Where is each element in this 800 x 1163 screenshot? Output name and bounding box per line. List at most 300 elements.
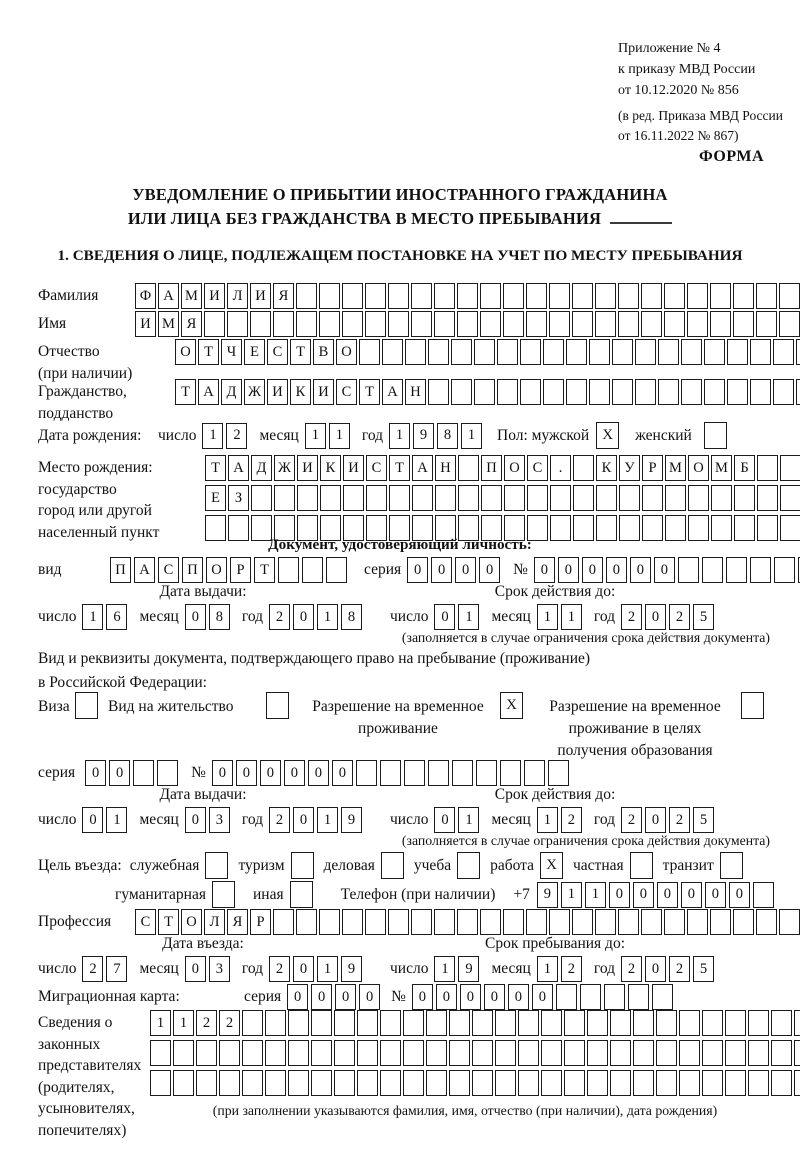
- cell: [550, 485, 571, 511]
- cell: Д: [221, 379, 242, 405]
- cell: С: [158, 557, 179, 583]
- issue-date-row: [38, 604, 365, 630]
- cell: [687, 283, 708, 309]
- cell: 2: [621, 807, 642, 833]
- cell: [357, 1010, 378, 1036]
- citizenship-row: [38, 379, 800, 424]
- cell: 6: [106, 604, 127, 630]
- cell: [773, 339, 794, 365]
- cell: 0: [212, 760, 233, 786]
- cell: [564, 1070, 585, 1096]
- cell: [388, 311, 409, 337]
- cell: 1: [561, 604, 582, 630]
- cell: 0: [431, 557, 452, 583]
- cell: З: [228, 485, 249, 511]
- cell: К: [290, 379, 311, 405]
- cell: [311, 1010, 332, 1036]
- cell: 1: [317, 956, 338, 982]
- cell: [748, 1070, 769, 1096]
- purpose-option-label: учеба: [413, 856, 452, 874]
- cell: 2: [561, 956, 582, 982]
- year-label: год: [593, 608, 616, 625]
- cell: 3: [209, 807, 230, 833]
- cell: [474, 379, 495, 405]
- cell: [219, 1040, 240, 1066]
- birth-place-labels: Место рождения: государство город или другой населенный пункт: [38, 459, 160, 541]
- cell: [452, 760, 473, 786]
- cell: 1: [150, 1010, 171, 1036]
- cell: [380, 1040, 401, 1066]
- cell: К: [596, 455, 617, 481]
- cell: [543, 339, 564, 365]
- cell: [664, 311, 685, 337]
- cell: [664, 909, 685, 935]
- cell: Е: [244, 339, 265, 365]
- cell: [665, 485, 686, 511]
- cell: [725, 1070, 746, 1096]
- annex-line: Приложение № 4: [618, 41, 721, 56]
- cell: А: [412, 455, 433, 481]
- cell: [587, 1070, 608, 1096]
- name-row: [38, 311, 800, 337]
- cell: [288, 1070, 309, 1096]
- birth-day-boxes: [202, 423, 250, 449]
- cell: [319, 283, 340, 309]
- identity-doc-row: [38, 557, 800, 583]
- cell: [380, 1070, 401, 1096]
- month-label: месяц: [139, 608, 179, 625]
- cell: [382, 339, 403, 365]
- expiry-date-heading: Срок действия до:: [494, 786, 616, 803]
- annex-line: от 10.12.2020 № 856: [618, 83, 739, 98]
- cell: 1: [329, 423, 350, 449]
- cell: [520, 339, 541, 365]
- purpose-row2: [38, 881, 777, 908]
- cell: 0: [558, 557, 579, 583]
- stay-month-boxes: [537, 956, 585, 982]
- stay-until-heading: Срок пребывания до:: [485, 935, 625, 952]
- cell: [750, 339, 771, 365]
- cell: [204, 311, 225, 337]
- purpose-option-label: иная: [252, 885, 284, 903]
- migration-number-boxes: [412, 984, 676, 1010]
- cell: [733, 311, 754, 337]
- cell: [297, 485, 318, 511]
- cell: [173, 1070, 194, 1096]
- cell: Т: [290, 339, 311, 365]
- cell: 5: [693, 956, 714, 982]
- cell: 0: [109, 760, 130, 786]
- birth-year-boxes: [389, 423, 485, 449]
- identity-doc-note: (заполняется в случае ограничения срока действия документа): [401, 630, 770, 645]
- cell: С: [267, 339, 288, 365]
- cell: [411, 909, 432, 935]
- cell: [273, 909, 294, 935]
- purpose-option-label: туризм: [238, 856, 285, 874]
- cell: [451, 379, 472, 405]
- cell: Я: [227, 909, 248, 935]
- cell: [458, 455, 479, 481]
- cell: 0: [606, 557, 627, 583]
- cell: [753, 882, 774, 908]
- section1-heading: 1. СВЕДЕНИЯ О ЛИЦЕ, ПОДЛЕЖАЩЕМ ПОСТАНОВКЕ НА УЧЕТ ПО МЕСТУ ПРЕБЫВАНИЯ: [57, 247, 743, 264]
- cell: 2: [621, 956, 642, 982]
- cell: 1: [434, 956, 455, 982]
- cell: [495, 1070, 516, 1096]
- cell: [500, 760, 521, 786]
- series-label: серия: [364, 561, 402, 578]
- cell: 9: [537, 882, 558, 908]
- cell: [474, 339, 495, 365]
- cell: [610, 1010, 631, 1036]
- cell: 0: [582, 557, 603, 583]
- purpose-label: Цель въезда:: [38, 856, 122, 874]
- cell: 1: [202, 423, 223, 449]
- patronymic-note: (при наличии): [38, 364, 133, 382]
- name-label: Имя: [38, 315, 67, 332]
- cell: [457, 909, 478, 935]
- cell: 1: [585, 882, 606, 908]
- surname-boxes: [135, 283, 800, 309]
- cell: М: [158, 311, 179, 337]
- year-label: год: [361, 426, 384, 444]
- day-label: число: [38, 608, 77, 625]
- issue-date-row: [38, 807, 365, 833]
- cell: [710, 909, 731, 935]
- day-label: число: [390, 960, 429, 977]
- cell: И: [297, 455, 318, 481]
- cell: [250, 311, 271, 337]
- cell: [573, 455, 594, 481]
- residence-intro2: в Российской Федерации:: [38, 674, 207, 691]
- cell: Р: [642, 455, 663, 481]
- patronymic-boxes: [175, 339, 800, 365]
- cell: [702, 1040, 723, 1066]
- cell: [296, 283, 317, 309]
- cell: 0: [82, 807, 103, 833]
- cell: [457, 283, 478, 309]
- cell: 8: [437, 423, 458, 449]
- cell: [150, 1040, 171, 1066]
- entry-day-boxes: [82, 956, 130, 982]
- cell: Д: [251, 455, 272, 481]
- cell: 0: [85, 760, 106, 786]
- cell: Т: [158, 909, 179, 935]
- edu-permit-checkbox: [741, 692, 764, 719]
- cell: [389, 485, 410, 511]
- cell: [733, 909, 754, 935]
- cell: [756, 311, 777, 337]
- cell: [641, 283, 662, 309]
- cell: 0: [335, 984, 356, 1010]
- cell: 0: [633, 882, 654, 908]
- residence-number-boxes: [212, 760, 572, 786]
- representatives-label: Сведения о законных представителях (родителях, усыновителях, попечителях): [38, 1014, 142, 1139]
- cell: Е: [205, 485, 226, 511]
- purpose-option-label: работа: [490, 856, 534, 874]
- cell: [526, 311, 547, 337]
- cell: В: [313, 339, 334, 365]
- cell: [610, 1070, 631, 1096]
- cell: [150, 1070, 171, 1096]
- cell: Р: [250, 909, 271, 935]
- cell: [302, 557, 323, 583]
- cell: 1: [537, 956, 558, 982]
- cell: [428, 760, 449, 786]
- cell: 0: [185, 604, 206, 630]
- purpose-option-label: транзит: [662, 856, 714, 874]
- cell: 0: [630, 557, 651, 583]
- representatives-row2: [150, 1040, 800, 1066]
- cell: 2: [269, 807, 290, 833]
- cell: [549, 311, 570, 337]
- cell: [628, 984, 649, 1010]
- cell: У: [619, 455, 640, 481]
- issue-month-boxes: [185, 604, 233, 630]
- month-label: месяц: [139, 811, 179, 828]
- cell: [472, 1040, 493, 1066]
- cell: [702, 1010, 723, 1036]
- cell: [319, 311, 340, 337]
- cell: [480, 283, 501, 309]
- stay-year-boxes: [621, 956, 717, 982]
- entry-year-boxes: [269, 956, 365, 982]
- cell: [497, 339, 518, 365]
- doc-number-boxes: [534, 557, 800, 583]
- cell: [779, 311, 800, 337]
- purpose-tourism-checkbox: [291, 852, 314, 879]
- month-label: месяц: [491, 811, 531, 828]
- cell: [311, 1070, 332, 1096]
- cell: [504, 485, 525, 511]
- cell: Л: [204, 909, 225, 935]
- cell: 1: [458, 807, 479, 833]
- cell: [434, 311, 455, 337]
- day-label: число: [38, 960, 77, 977]
- cell: [566, 339, 587, 365]
- surname-label: Фамилия: [38, 287, 99, 304]
- cell: 2: [621, 604, 642, 630]
- cell: [564, 1010, 585, 1036]
- cell: [633, 1010, 654, 1036]
- cell: [756, 283, 777, 309]
- cell: Ч: [221, 339, 242, 365]
- residence-doc-note: (заполняется в случае ограничения срока действия документа): [401, 833, 770, 848]
- cell: 1: [317, 807, 338, 833]
- cell: [157, 760, 178, 786]
- cell: 3: [209, 956, 230, 982]
- cell: Ж: [244, 379, 265, 405]
- cell: [357, 1040, 378, 1066]
- cell: О: [206, 557, 227, 583]
- cell: 1: [106, 807, 127, 833]
- cell: [481, 485, 502, 511]
- cell: [480, 311, 501, 337]
- cell: [610, 1040, 631, 1066]
- cell: [526, 283, 547, 309]
- cell: [681, 339, 702, 365]
- migration-card-label: Миграционная карта:: [38, 988, 180, 1005]
- cell: О: [175, 339, 196, 365]
- month-label: месяц: [139, 960, 179, 977]
- cell: [633, 1040, 654, 1066]
- cell: [652, 984, 673, 1010]
- cell: [771, 1070, 792, 1096]
- cell: [566, 379, 587, 405]
- migration-card-row: [38, 984, 676, 1010]
- cell: [311, 1040, 332, 1066]
- cell: [604, 984, 625, 1010]
- cell: [796, 339, 800, 365]
- cell: [710, 311, 731, 337]
- cell: [780, 455, 800, 481]
- cell: [365, 283, 386, 309]
- cell: [618, 909, 639, 935]
- female-checkbox: [704, 422, 727, 449]
- expiry-year-boxes: [621, 807, 717, 833]
- cell: [679, 1040, 700, 1066]
- birth-place-block: [38, 455, 800, 545]
- cell: А: [228, 455, 249, 481]
- cell: [548, 760, 569, 786]
- representatives-block: [38, 1010, 800, 1141]
- cell: Я: [181, 311, 202, 337]
- cell: Т: [389, 455, 410, 481]
- cell: 2: [269, 604, 290, 630]
- cell: [595, 909, 616, 935]
- cell: [757, 455, 778, 481]
- cell: [520, 379, 541, 405]
- cell: 1: [458, 604, 479, 630]
- cell: 7: [106, 956, 127, 982]
- cell: П: [110, 557, 131, 583]
- entry-date-heading: Дата въезда:: [162, 935, 244, 952]
- cell: [319, 909, 340, 935]
- expiry-day-boxes: [434, 604, 482, 630]
- cell: [773, 379, 794, 405]
- cell: [727, 339, 748, 365]
- cell: 0: [260, 760, 281, 786]
- cell: [595, 311, 616, 337]
- cell: 1: [537, 604, 558, 630]
- cell: 0: [311, 984, 332, 1010]
- cell: 2: [226, 423, 247, 449]
- cell: [656, 1010, 677, 1036]
- cell: [549, 909, 570, 935]
- cell: 1: [389, 423, 410, 449]
- cell: 0: [705, 882, 726, 908]
- cell: [702, 557, 723, 583]
- patronymic-row: [38, 339, 800, 384]
- purpose-business-checkbox: [205, 852, 228, 879]
- cell: [704, 339, 725, 365]
- issue-day-boxes: [82, 604, 130, 630]
- cell: 0: [236, 760, 257, 786]
- entry-date-row: [38, 956, 365, 982]
- month-label: месяц: [491, 960, 531, 977]
- cell: [774, 557, 795, 583]
- cell: И: [313, 379, 334, 405]
- purpose-commercial-checkbox: [381, 852, 404, 879]
- citizenship-label: Гражданство, подданство: [38, 383, 127, 422]
- number-label: №: [191, 764, 206, 781]
- cell: [503, 283, 524, 309]
- cell: [681, 379, 702, 405]
- cell: [426, 1040, 447, 1066]
- cell: 0: [508, 984, 529, 1010]
- cell: [242, 1010, 263, 1036]
- cell: [342, 283, 363, 309]
- cell: [251, 485, 272, 511]
- cell: М: [665, 455, 686, 481]
- cell: [658, 379, 679, 405]
- visa-label: Виза: [38, 698, 70, 715]
- stay-day-boxes: [434, 956, 482, 982]
- cell: [495, 1010, 516, 1036]
- cell: 0: [185, 807, 206, 833]
- year-label: год: [593, 960, 616, 977]
- edition-line: от 16.11.2022 № 867): [618, 128, 739, 143]
- issue-day-boxes: [82, 807, 130, 833]
- cell: [679, 1070, 700, 1096]
- cell: О: [336, 339, 357, 365]
- form-title-line2: ИЛИ ЛИЦА БЕЗ ГРАЖДАНСТВА В МЕСТО ПРЕБЫВАНИЯ: [0, 207, 800, 231]
- cell: [411, 283, 432, 309]
- cell: [725, 1040, 746, 1066]
- cell: [403, 1040, 424, 1066]
- cell: К: [320, 455, 341, 481]
- cell: [748, 1010, 769, 1036]
- cell: [449, 1040, 470, 1066]
- cell: [589, 339, 610, 365]
- cell: Р: [230, 557, 251, 583]
- cell: [688, 485, 709, 511]
- expiry-date-row: [390, 807, 717, 833]
- cell: 2: [669, 807, 690, 833]
- cell: 0: [407, 557, 428, 583]
- cell: [227, 311, 248, 337]
- migration-series-boxes: [287, 984, 383, 1010]
- cell: 2: [269, 956, 290, 982]
- cell: 0: [293, 604, 314, 630]
- cell: [334, 1010, 355, 1036]
- cell: .: [550, 455, 571, 481]
- cell: [687, 311, 708, 337]
- citizenship-boxes: [175, 379, 800, 405]
- cell: Т: [359, 379, 380, 405]
- identity-doc-heading: Документ, удостоверяющий личность:: [268, 536, 532, 553]
- cell: [428, 379, 449, 405]
- cell: [664, 283, 685, 309]
- cell: [497, 379, 518, 405]
- phone-boxes: [537, 882, 777, 908]
- cell: [771, 1010, 792, 1036]
- annex-header: [618, 38, 783, 146]
- cell: 0: [284, 760, 305, 786]
- purpose-work-checkbox: X: [540, 852, 563, 879]
- cell: [564, 1040, 585, 1066]
- cell: 0: [534, 557, 555, 583]
- cell: [196, 1040, 217, 1066]
- cell: 0: [434, 604, 455, 630]
- cell: [779, 283, 800, 309]
- expiry-day-boxes: [434, 807, 482, 833]
- cell: [480, 909, 501, 935]
- cell: [618, 311, 639, 337]
- cell: [543, 379, 564, 405]
- profession-boxes: [135, 909, 800, 935]
- cell: [265, 1040, 286, 1066]
